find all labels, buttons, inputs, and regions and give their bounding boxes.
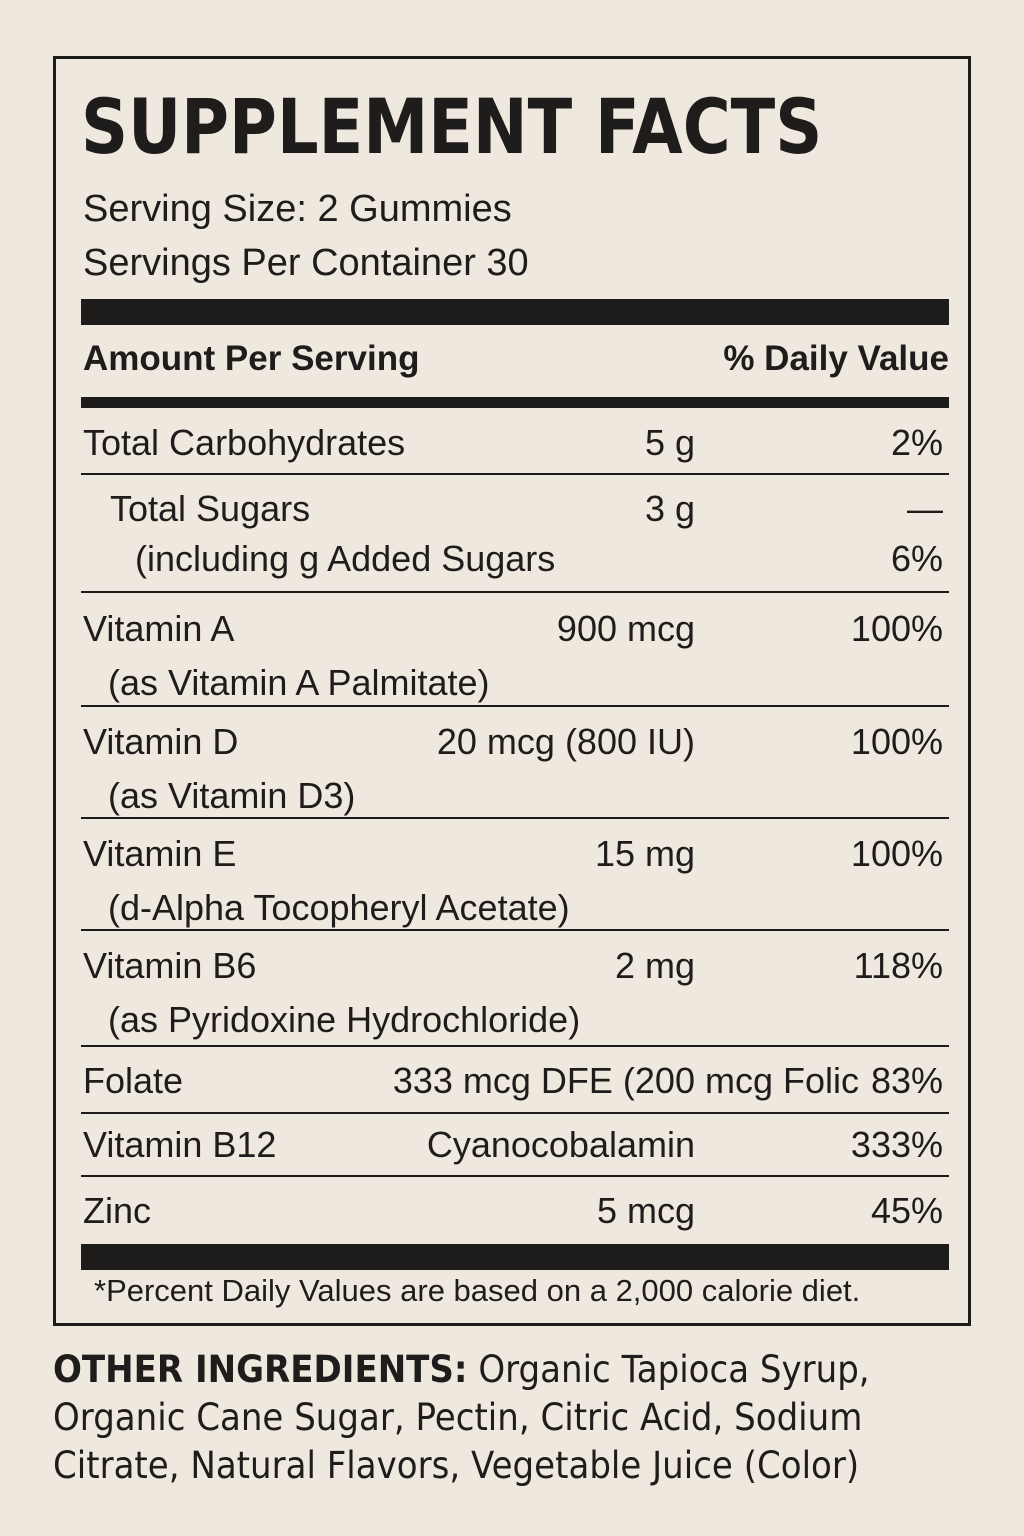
row-divider: [81, 705, 949, 707]
nutrient-name: Vitamin B12: [83, 1124, 277, 1165]
nutrient-name: Folate: [83, 1060, 184, 1101]
thick-divider: [81, 299, 949, 325]
other-ingredients-label: OTHER INGREDIENTS:: [53, 1348, 468, 1391]
row-divider: [81, 817, 949, 819]
nutrient-daily-value: 2%: [890, 422, 943, 463]
nutrient-amount: 3 g: [644, 488, 695, 529]
row-divider: [81, 929, 949, 931]
nutrient-name: Vitamin A: [83, 608, 235, 649]
daily-value-footnote: *Percent Daily Values are based on a 2,000 calorie diet.: [94, 1273, 861, 1308]
added-sugars-label: (including g Added Sugars: [135, 538, 556, 579]
nutrient-amount: 5 g: [644, 422, 695, 463]
nutrient-name: Vitamin E: [83, 833, 237, 874]
nutrient-amount: 15 mg: [594, 833, 695, 874]
nutrient-amount: 2 mg: [614, 945, 695, 986]
nutrient-daily-value: 100%: [850, 721, 943, 762]
supplement-facts-panel: [53, 56, 971, 1326]
nutrient-name: Vitamin B6: [83, 945, 257, 986]
nutrient-amount: 900 mcg: [556, 608, 695, 649]
nutrient-source: (d-Alpha Tocopheryl Acetate): [108, 887, 570, 928]
added-sugars-daily-value: 6%: [890, 538, 943, 579]
ingredients-line: Organic Cane Sugar, Pectin, Citric Acid, Sodium: [53, 1396, 863, 1439]
nutrient-daily-value: 100%: [850, 833, 943, 874]
row-divider: [81, 591, 949, 593]
row-divider: [81, 1112, 949, 1114]
row-divider: [81, 1175, 949, 1177]
nutrient-amount: 333 mcg DFE (200 mcg Folic: [392, 1060, 859, 1101]
ingredients-line: [53, 1346, 881, 1394]
nutrient-daily-value: —: [907, 488, 943, 529]
nutrient-source: (as Vitamin A Palmitate): [108, 662, 490, 703]
ingredients-text: Organic Tapioca Syrup,: [467, 1348, 870, 1391]
nutrient-name: Total Sugars: [110, 488, 311, 529]
row-divider: [81, 473, 949, 475]
nutrient-source: (as Pyridoxine Hydrochloride): [108, 999, 581, 1040]
nutrient-amount: 20 mcg (800 IU): [436, 721, 695, 762]
servings-per-container: Servings Per Container 30: [83, 242, 529, 284]
nutrient-name: Total Carbohydrates: [83, 422, 406, 463]
nutrient-daily-value: 100%: [850, 608, 943, 649]
nutrient-amount: Cyanocobalamin: [426, 1124, 695, 1165]
nutrient-daily-value: 118%: [853, 945, 943, 986]
nutrient-daily-value: 333%: [850, 1124, 943, 1165]
nutrient-source: (as Vitamin D3): [108, 775, 356, 816]
row-divider: [81, 1045, 949, 1047]
nutrient-amount: 5 mcg: [596, 1190, 695, 1231]
nutrient-daily-value: 83%: [870, 1060, 943, 1101]
thick-divider: [81, 1244, 949, 1270]
other-ingredients: [53, 1346, 953, 1490]
ingredients-line: Citrate, Natural Flavors, Vegetable Juice (Color): [53, 1444, 860, 1487]
nutrient-daily-value: 45%: [870, 1190, 943, 1231]
serving-size: Serving Size: 2 Gummies: [83, 188, 512, 230]
medium-divider: [81, 397, 949, 408]
daily-value-header: % Daily Value: [723, 339, 949, 378]
nutrient-name: Vitamin D: [83, 721, 239, 762]
amount-per-serving-header: Amount Per Serving: [83, 339, 420, 378]
nutrient-name: Zinc: [83, 1190, 152, 1231]
page-title: SUPPLEMENT FACTS: [81, 82, 823, 171]
